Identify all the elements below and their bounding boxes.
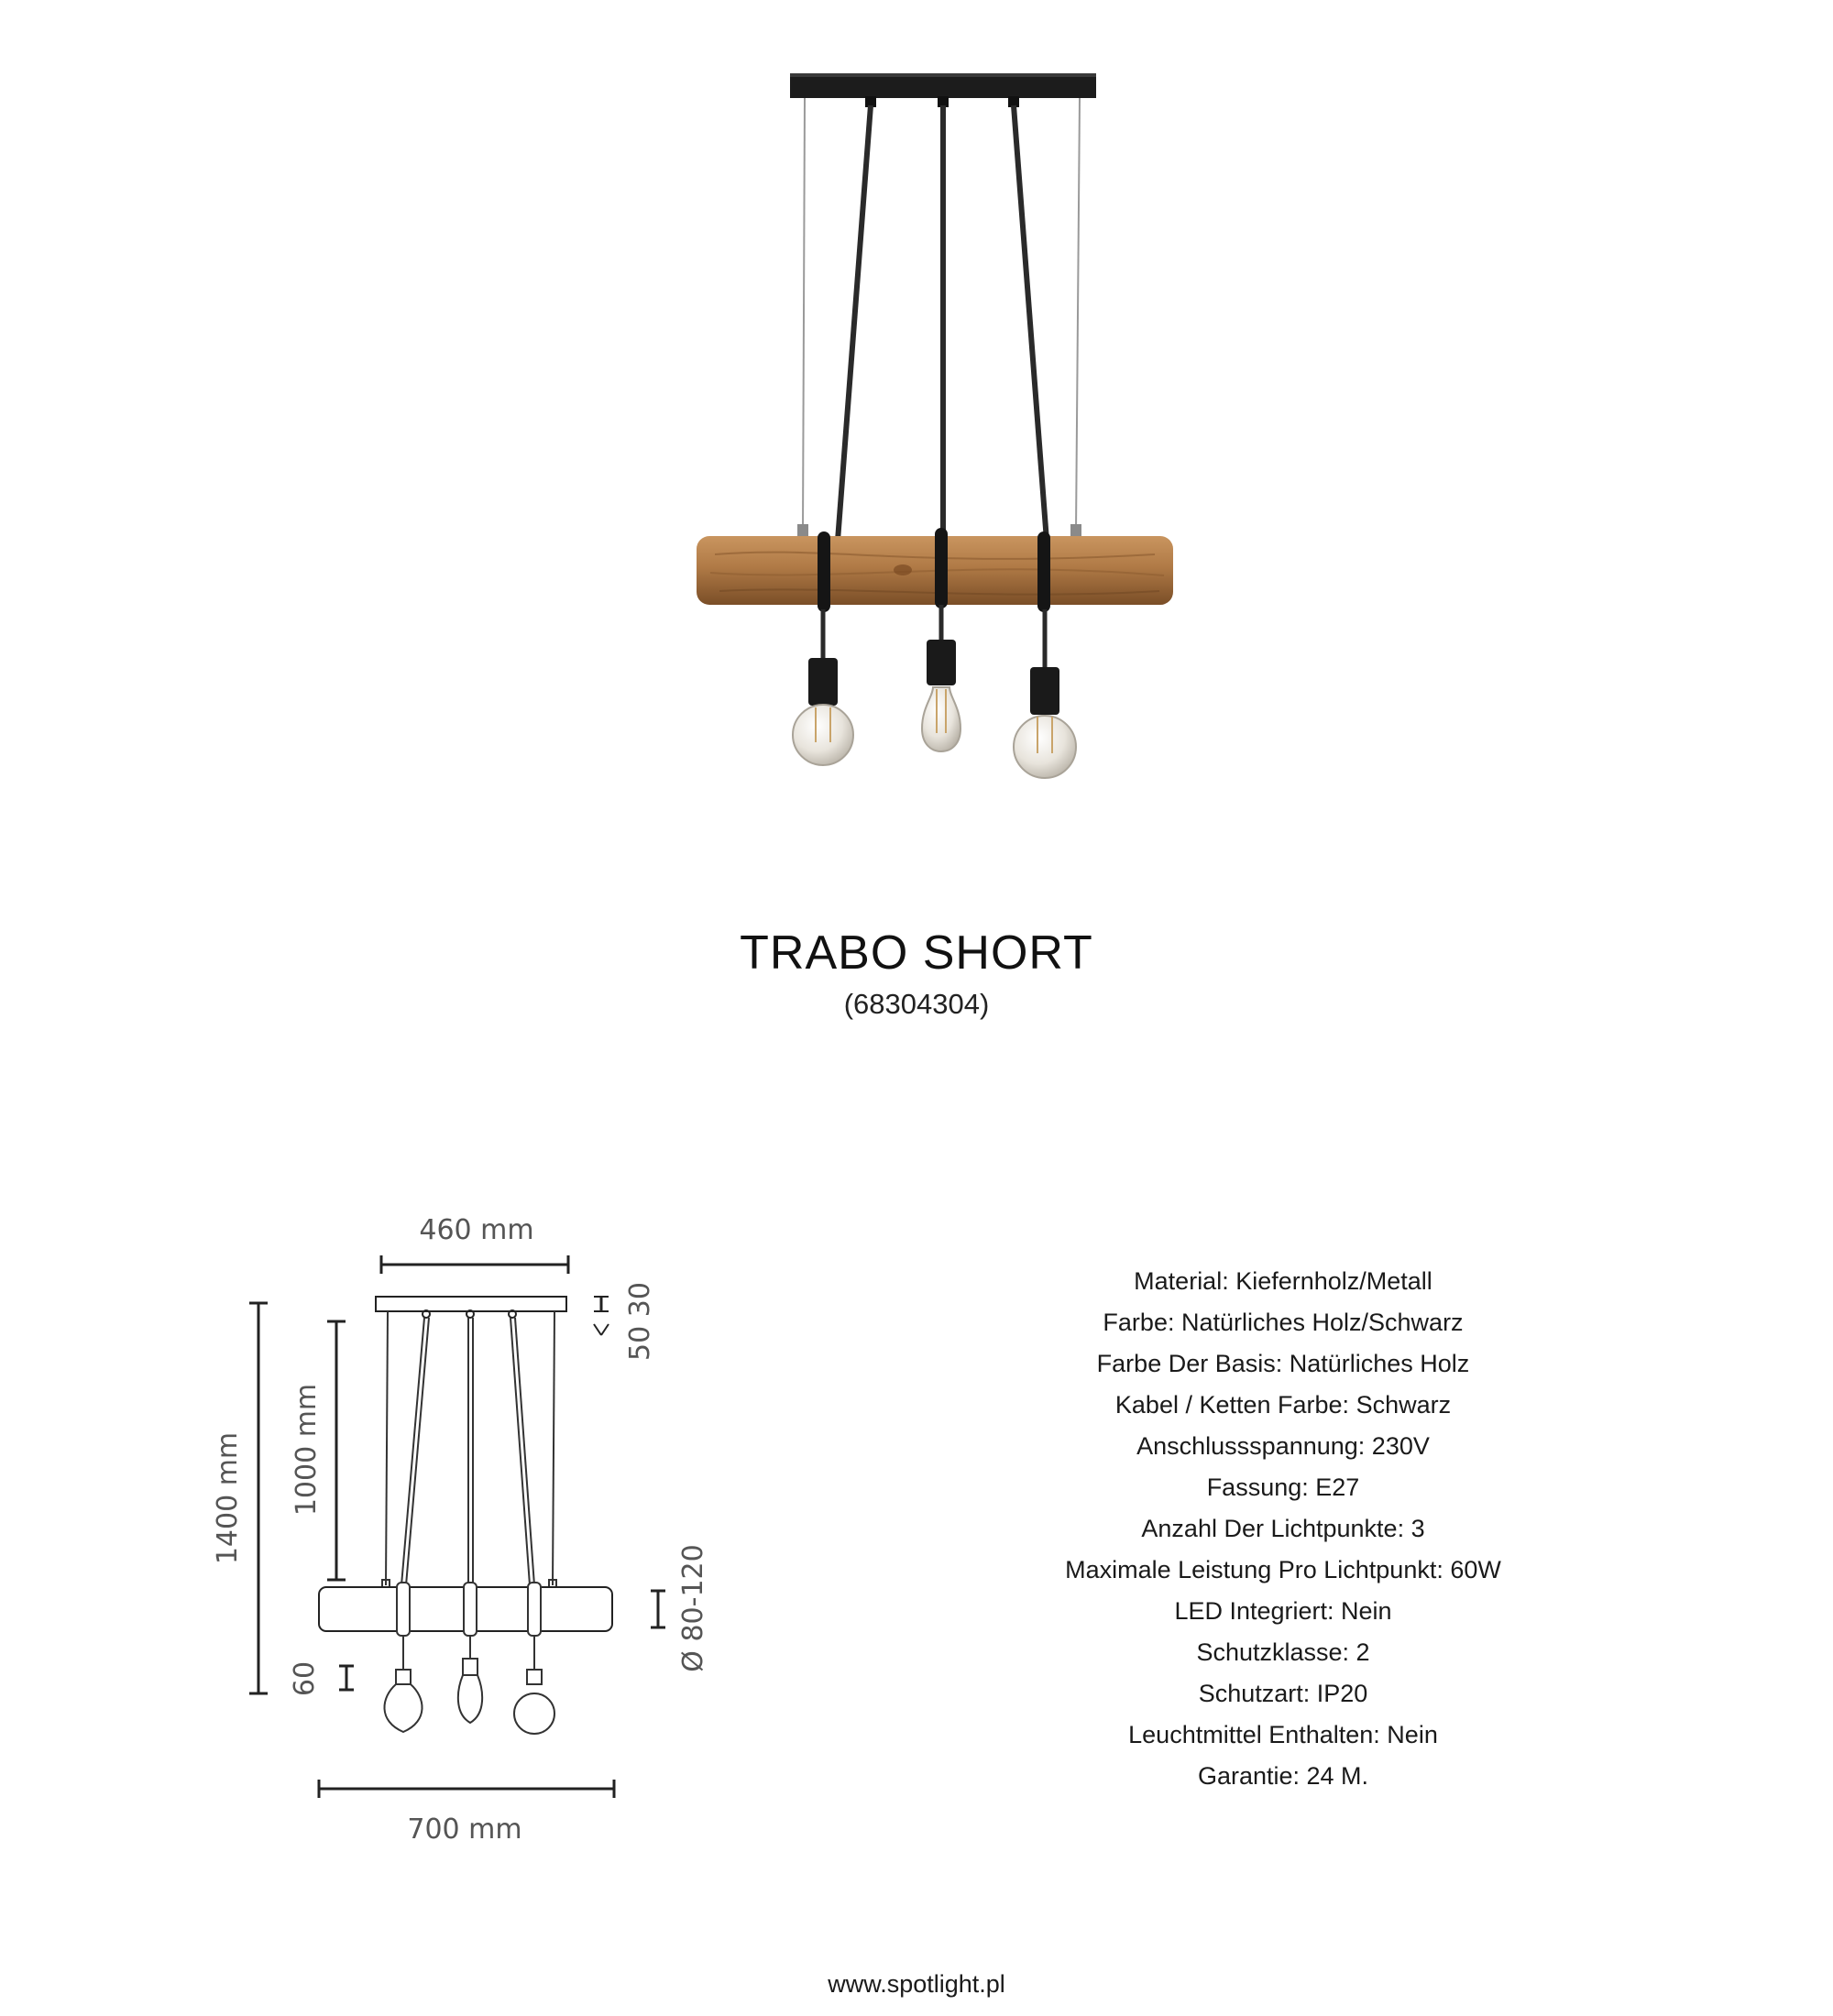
spec-item: Anzahl Der Lichtpunkte: 3	[1141, 1515, 1425, 1542]
suspension-wire	[803, 98, 805, 531]
power-cable	[838, 105, 871, 541]
spec-item: Leuchtmittel Enthalten: Nein	[1128, 1721, 1438, 1748]
spec-item: Garantie: 24 M.	[1197, 1762, 1369, 1790]
dim-width-bottom: 700 mm	[407, 1813, 522, 1846]
spec-item: Maximale Leistung Pro Lichtpunkt: 60W	[1065, 1556, 1501, 1583]
pendant-lamp	[922, 640, 960, 751]
dim-height-total: 1400 mm	[212, 1431, 244, 1565]
spec-item: LED Integriert: Nein	[1174, 1597, 1392, 1625]
spec-item: Anschlussspannung: 230V	[1136, 1432, 1430, 1460]
product-title: TRABO SHORT	[740, 926, 1093, 980]
product-photo	[642, 55, 1191, 797]
dim-width-top: 460 mm	[419, 1214, 534, 1246]
spec-item: Kabel / Ketten Farbe: Schwarz	[1114, 1391, 1452, 1419]
ceiling-canopy	[790, 73, 1096, 98]
power-cable	[1014, 105, 1047, 541]
pendant-lamp	[1014, 667, 1076, 778]
spec-item: Fassung: E27	[1206, 1474, 1360, 1501]
website-link[interactable]: www.spotlight.pl	[828, 1970, 1005, 1998]
dim-height-cable: 1000 mm	[291, 1383, 323, 1517]
spec-item: Farbe: Natürliches Holz/Schwarz	[1103, 1309, 1464, 1336]
spec-item: Schutzart: IP20	[1198, 1680, 1368, 1707]
spec-item: Farbe Der Basis: Natürliches Holz	[1096, 1350, 1470, 1377]
dimension-drawing	[165, 1191, 733, 1851]
pendant-lamp	[793, 658, 853, 765]
dim-canopy-height: 50 30	[624, 1282, 656, 1361]
dim-beam-diameter: Ø 80-120	[677, 1544, 709, 1672]
product-code: (68304304)	[843, 988, 990, 1020]
spec-list	[1008, 1261, 1558, 1797]
spec-item: Schutzklasse: 2	[1196, 1638, 1370, 1666]
dim-socket-height: 60	[289, 1660, 321, 1697]
spec-item: Material: Kiefernholz/Metall	[1134, 1267, 1432, 1295]
suspension-wire	[1076, 98, 1080, 531]
